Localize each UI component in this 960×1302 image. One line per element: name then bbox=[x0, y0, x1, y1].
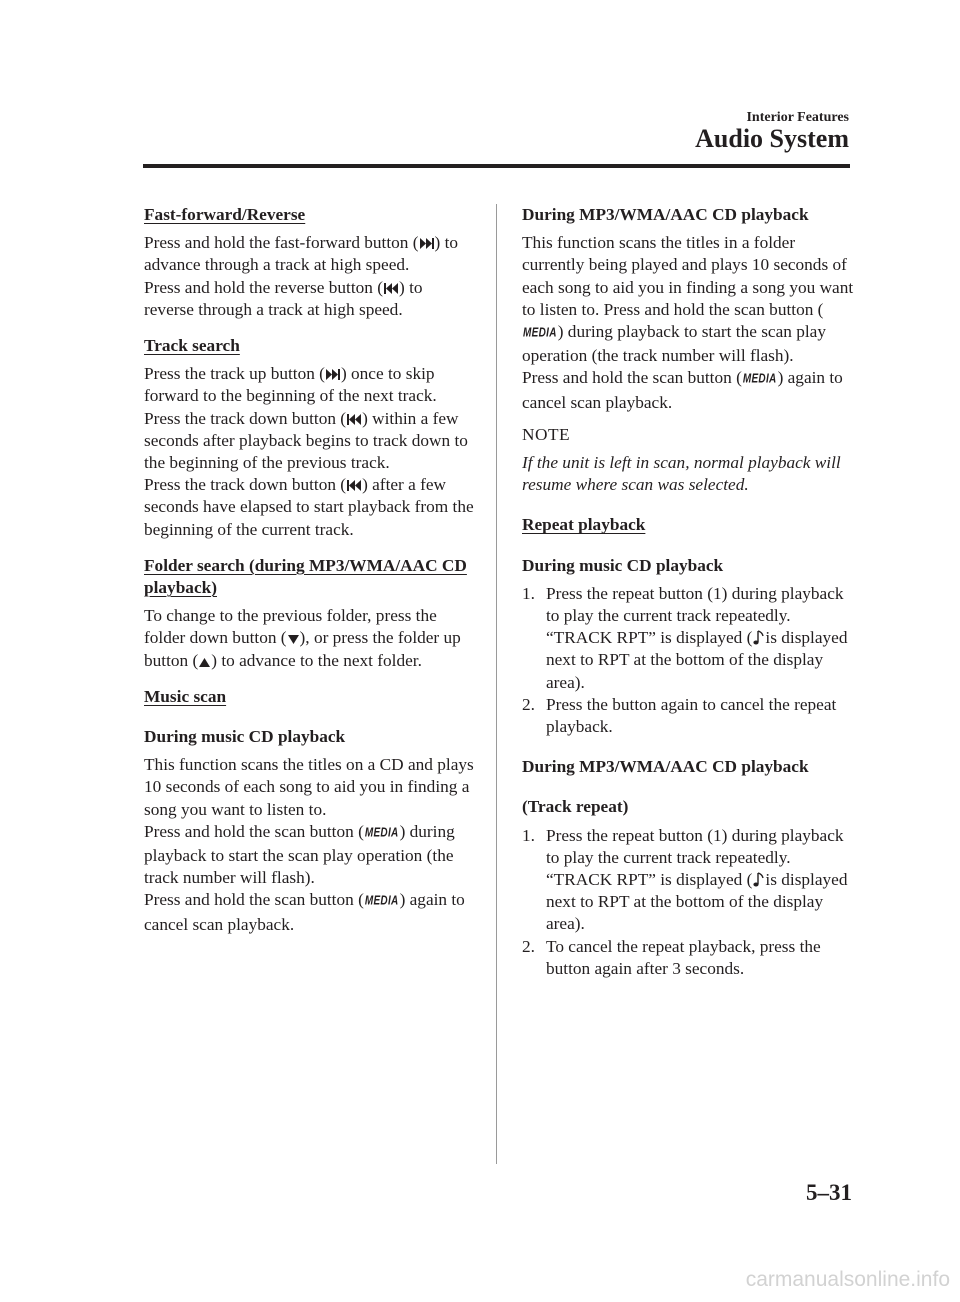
paragraph-track-up: Press the track up button ( ) once to skip forward to the beginning of the next track. bbox=[144, 364, 437, 406]
music-note-icon bbox=[753, 872, 764, 888]
reverse-icon bbox=[384, 282, 398, 295]
subheading-music-cd: During music CD playback bbox=[144, 727, 346, 747]
paragraph-folder-search: To change to the previous folder, press the folder down button ( ), or press the folder up button ( ) to advance to the next folder. bbox=[144, 606, 461, 670]
heading-folder-search: Folder search (during MP3/WMA/AAC CD playback) bbox=[144, 555, 467, 598]
header-title: Audio System bbox=[695, 124, 849, 153]
paragraph-mp3-scan-cancel: Press and hold the scan button (MEDIA) again to cancel scan playback. bbox=[522, 367, 854, 413]
music-note-icon bbox=[753, 630, 764, 646]
note-text: If the unit is left in scan, normal playback will resume where scan was selected. bbox=[522, 453, 841, 495]
paragraph-reverse: Press and hold the reverse button ( ) to reverse through a track at high speed. bbox=[144, 277, 423, 319]
list-item bbox=[522, 694, 854, 738]
subheading-repeat-music-cd: During music CD playback bbox=[522, 555, 724, 575]
reverse-icon bbox=[347, 413, 361, 426]
list-item-number: 1. bbox=[522, 583, 535, 603]
subheading-repeat-mp3: During MP3/WMA/AAC CD playback bbox=[522, 757, 809, 777]
paragraph-track-down-restart: Press the track down button ( ) after a few seconds have elapsed to start playback from the beginning of the current track. bbox=[144, 475, 474, 539]
heading-track-search: Track search bbox=[144, 336, 240, 356]
paragraph-scan-cancel: Press and hold the scan button (MEDIA) again to cancel scan playback. bbox=[144, 889, 474, 935]
subheading-track-repeat: (Track repeat) bbox=[522, 797, 629, 817]
paragraph-mp3-scan: This function scans the titles in a folder currently being played and plays 10 seconds of each song to aid you in finding a song you want to listen to. Press and hold the scan button (MEDIA) during playback to start the scan play operation (the track number will flash). bbox=[522, 233, 854, 366]
heading-repeat-playback: Repeat playback bbox=[522, 515, 646, 535]
list-item-number: 2. bbox=[522, 936, 535, 956]
media-button-icon: MEDIA bbox=[523, 326, 557, 341]
paragraph-fast-forward: Press and hold the fast-forward button ( ) to advance through a track at high speed. bbox=[144, 233, 459, 275]
paragraph-track-down: Press the track down button ( ) within a few seconds after playback begins to track down to the beginning of the previous track. bbox=[144, 408, 468, 473]
list-item-text: Press the button again to cancel the repeat playback. bbox=[546, 694, 837, 737]
list-item bbox=[522, 583, 854, 694]
left-column bbox=[144, 204, 474, 936]
list-item-number: 2. bbox=[522, 694, 535, 714]
page-number: 5–31 bbox=[806, 1180, 852, 1205]
paragraph-scan-start: Press and hold the scan button (MEDIA) during playback to start the scan play operation (the track number will flash). bbox=[144, 821, 474, 890]
list-item-text: Press the repeat button (1) during playback to play the current track repeatedly. “TRACK RPT” is displayed ( is displayed next to RPT at the bottom of the display area). bbox=[546, 825, 848, 934]
list-item-number: 1. bbox=[522, 825, 535, 845]
column-divider bbox=[496, 204, 497, 1164]
note-label: NOTE bbox=[522, 424, 571, 444]
fast-forward-icon bbox=[420, 237, 434, 250]
header-section-label: Interior Features bbox=[746, 110, 849, 125]
fast-forward-icon bbox=[326, 368, 340, 381]
subheading-mp3-scan: During MP3/WMA/AAC CD playback bbox=[522, 205, 809, 224]
triangle-down-icon bbox=[288, 634, 299, 645]
media-button-icon: MEDIA bbox=[364, 826, 399, 841]
list-item bbox=[522, 825, 854, 936]
header-rule bbox=[143, 164, 850, 168]
paragraph-scan-intro: This function scans the titles on a CD and plays 10 seconds of each song to aid you in finding a song you want to listen to. bbox=[144, 755, 474, 819]
list-item-text: Press the repeat button (1) during playback to play the current track repeatedly. “TRACK RPT” is displayed ( is displayed next to RPT at the bottom of the display area). bbox=[546, 583, 848, 692]
reverse-icon bbox=[347, 479, 361, 492]
heading-music-scan: Music scan bbox=[144, 686, 227, 706]
media-button-icon: MEDIA bbox=[742, 372, 777, 387]
list-item-text: To cancel the repeat playback, press the button again after 3 seconds. bbox=[546, 936, 821, 978]
triangle-up-icon bbox=[199, 657, 210, 668]
list-item bbox=[522, 936, 854, 980]
right-column bbox=[522, 204, 854, 980]
media-button-icon: MEDIA bbox=[364, 894, 399, 909]
heading-fast-forward-reverse: Fast-forward/Reverse bbox=[144, 205, 306, 224]
watermark: carmanualsonline.info bbox=[745, 1268, 950, 1291]
